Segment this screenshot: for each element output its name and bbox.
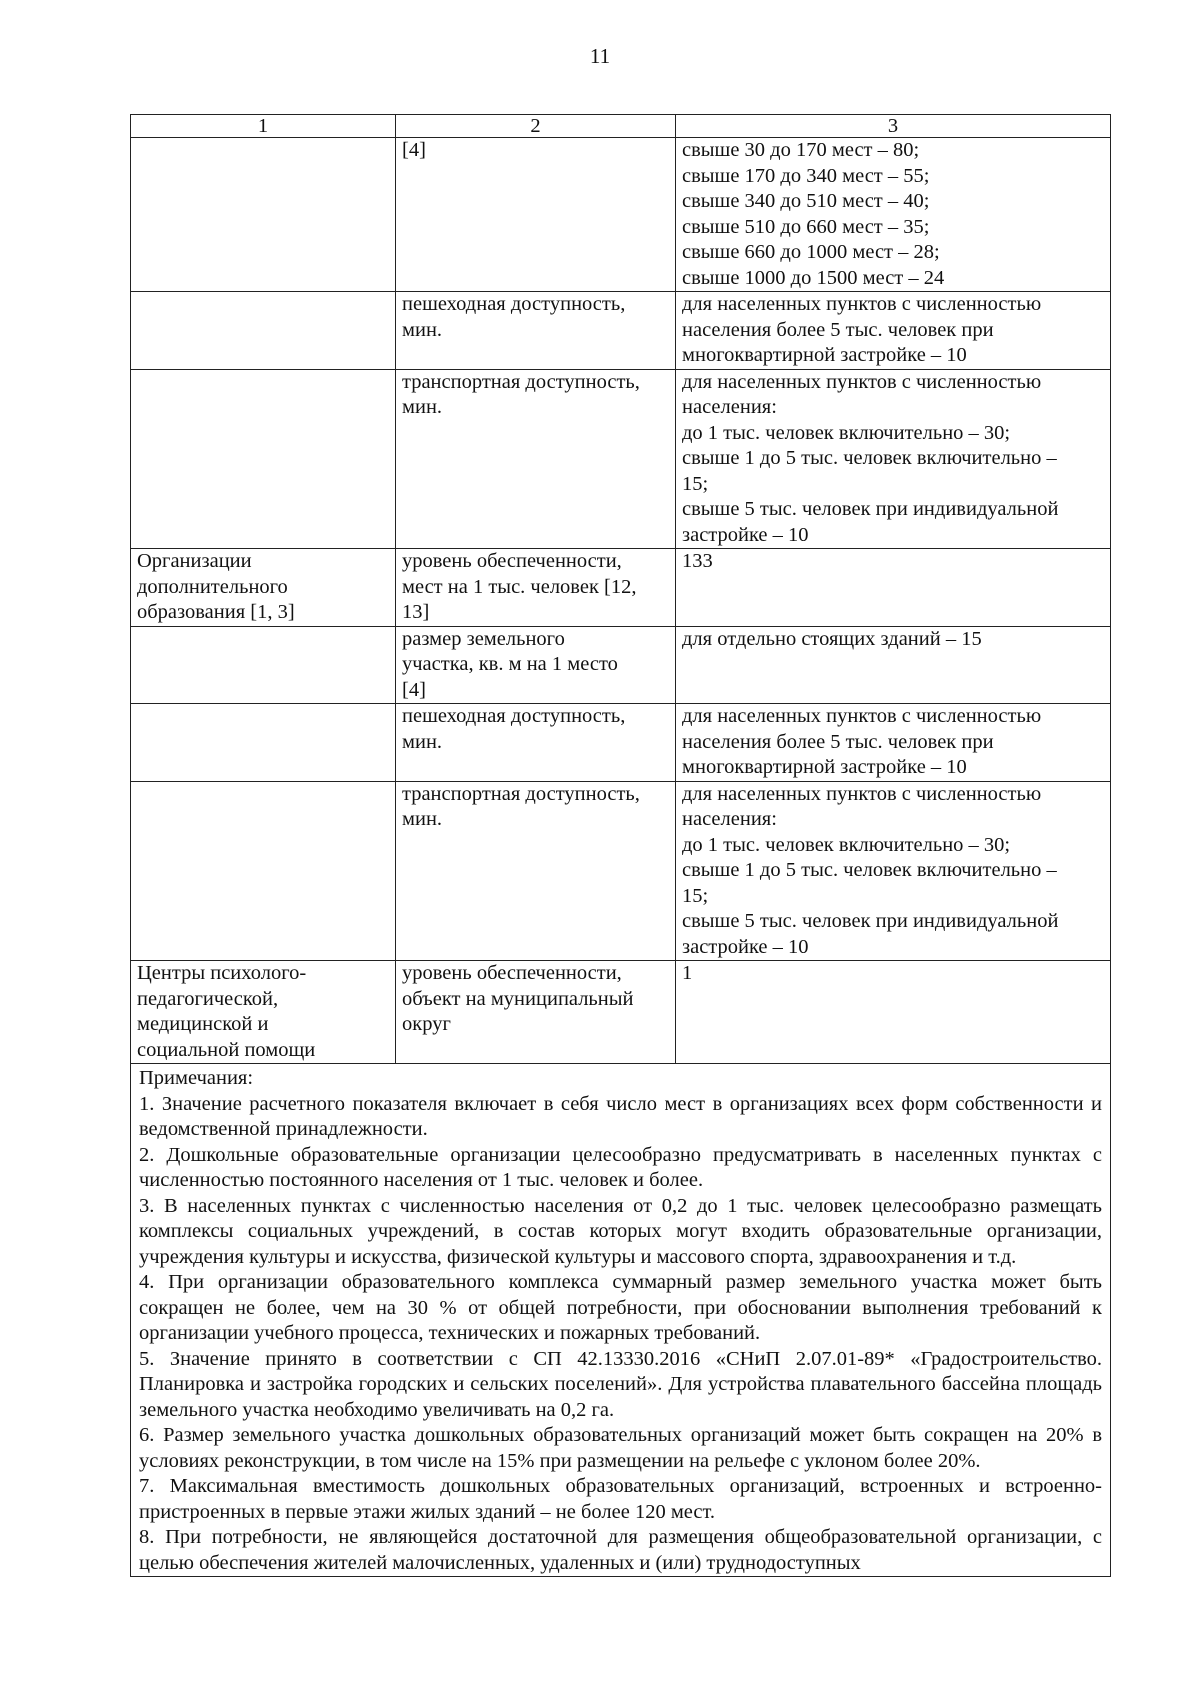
cell-line: Центры психолого-: [137, 962, 307, 984]
cell-line: для отдельно стоящих зданий – 15: [682, 627, 982, 650]
cell-line: транспортная доступность,: [402, 370, 640, 393]
org-cell: [131, 704, 396, 782]
cell-line: для населенных пунктов с численностью: [682, 782, 1042, 805]
page-number: 11: [589, 44, 611, 68]
cell-line: 133: [682, 550, 713, 572]
org-cell: [131, 369, 396, 549]
header-cell: 1: [131, 115, 396, 138]
indicator-cell: [396, 138, 676, 292]
table-row: [131, 549, 1111, 627]
cell-line: мин.: [402, 808, 443, 830]
cell-line: [4]: [402, 678, 426, 701]
cell-line: населения:: [682, 808, 777, 830]
cell-line: застройке – 10: [682, 935, 809, 958]
indicator-cell: [396, 549, 676, 627]
cell-line: Организации: [137, 550, 252, 572]
note-item: 4. При организации образовательного комплекса суммарный размер земельного участка может быть сокращен не более, чем на 30 % от общей потребности, при обосновании выполнения требований к организации учебного процесса, технических и пожарных требований.: [139, 1271, 1102, 1344]
cell-line: пешеходная доступность,: [402, 705, 626, 727]
cell-line: образования [1, 3]: [137, 601, 295, 623]
note-item: 2. Дошкольные образовательные организации целесообразно предусматривать в населенных пунктах с численностью постоянного населения от 1 тыс. человек и более.: [139, 1143, 1102, 1191]
cell-line: свыше 1 до 5 тыс. человек включительно –: [682, 859, 1057, 881]
note-item: 6. Размер земельного участка дошкольных образовательных организаций может быть сокращен на 20% в условиях реконструкции, в том числе на 15% при размещении на рельефе с уклоном более 20%.: [139, 1424, 1102, 1472]
cell-line: мин.: [402, 730, 443, 753]
cell-line: до 1 тыс. человек включительно – 30;: [682, 833, 1011, 856]
value-cell: [676, 369, 1111, 549]
org-cell: [131, 626, 396, 704]
indicator-cell: [396, 781, 676, 961]
note-item: 8. При потребности, не являющейся достаточной для размещения общеобразовательной организации, с целью обеспечения жителей малочисленных, удаленных и (или) труднодоступных: [139, 1526, 1102, 1574]
cell-line: многоквартирной застройке – 10: [682, 344, 967, 366]
cell-line: свыше 5 тыс. человек при индивидуальной: [682, 910, 1059, 932]
cell-line: социальной помощи: [137, 1038, 316, 1061]
cell-line: мин.: [402, 318, 443, 341]
norms-table: [130, 114, 1111, 1577]
cell-line: мест на 1 тыс. человек [12,: [402, 575, 637, 598]
cell-line: размер земельного: [402, 627, 565, 650]
note-item: 1. Значение расчетного показателя включает в себя число мест в организациях всех форм собственности и ведомственной принадлежности.: [139, 1092, 1102, 1140]
value-cell: [676, 292, 1111, 370]
cell-line: для населенных пунктов с численностью: [682, 370, 1042, 393]
note-item: 7. Максимальная вместимость дошкольных образовательных организаций, встроенных и встроенно-пристроенных в первые этажи жилых зданий – не более 120 мест.: [139, 1475, 1102, 1523]
org-cell: [131, 961, 396, 1064]
cell-line: уровень обеспеченности,: [402, 962, 622, 984]
table-row: [131, 781, 1111, 961]
cell-line: мин.: [402, 396, 443, 418]
cell-line: пешеходная доступность,: [402, 293, 626, 315]
cell-line: свыше 660 до 1000 мест – 28;: [682, 241, 940, 263]
cell-line: свыше 5 тыс. человек при индивидуальной: [682, 498, 1059, 520]
cell-line: [4]: [402, 139, 426, 161]
cell-line: участка, кв. м на 1 место: [402, 653, 618, 675]
indicator-cell: [396, 369, 676, 549]
note-item: 3. В населенных пунктах с численностью населения от 0,2 до 1 тыс. человек целесообразно размещать комплексы социальных учреждений, в состав которых могут входить образовательные организации, учреждения культуры и искусства, физической культуры и массового спорта, здравоохранения и т.д.: [139, 1194, 1102, 1268]
cell-line: свыше 1 до 5 тыс. человек включительно –: [682, 447, 1057, 469]
table-row: [131, 626, 1111, 704]
table-row: [131, 961, 1111, 1064]
indicator-cell: [396, 961, 676, 1064]
cell-line: 13]: [402, 601, 430, 623]
cell-line: свыше 1000 до 1500 мест – 24: [682, 266, 945, 289]
value-cell: [676, 626, 1111, 704]
org-cell: [131, 549, 396, 627]
value-cell: [676, 138, 1111, 292]
note-item: 5. Значение принято в соответствии с СП 42.13330.2016 «СНиП 2.07.01-89* «Градостроительство. Планировка и застройка городских и сельских поселений». Для устройства плавательного бассейна площадь земельного участка необходимо увеличивать на 0,2 га.: [139, 1347, 1102, 1421]
header-cell: 3: [676, 115, 1111, 138]
cell-line: 1: [682, 962, 693, 984]
cell-line: свыше 510 до 660 мест – 35;: [682, 215, 930, 238]
cell-line: населения более 5 тыс. человек при: [682, 318, 994, 341]
cell-line: 15;: [682, 884, 709, 907]
table-header-row: [131, 115, 1111, 138]
cell-line: медицинской и: [137, 1013, 269, 1035]
value-cell: [676, 781, 1111, 961]
table-row: [131, 138, 1111, 292]
indicator-cell: [396, 704, 676, 782]
table-row: [131, 292, 1111, 370]
notes-title: Примечания:: [139, 1067, 254, 1089]
value-cell: [676, 704, 1111, 782]
cell-line: свыше 30 до 170 мест – 80;: [682, 139, 920, 161]
table-row: [131, 369, 1111, 549]
cell-line: свыше 340 до 510 мест – 40;: [682, 190, 930, 212]
notes-row: [131, 1064, 1111, 1577]
cell-line: до 1 тыс. человек включительно – 30;: [682, 421, 1011, 444]
header-cell: 2: [396, 115, 676, 138]
indicator-cell: [396, 292, 676, 370]
cell-line: свыше 170 до 340 мест – 55;: [682, 164, 930, 187]
cell-line: уровень обеспеченности,: [402, 550, 622, 572]
org-cell: [131, 138, 396, 292]
cell-line: 15;: [682, 472, 709, 495]
cell-line: населения более 5 тыс. человек при: [682, 730, 994, 753]
cell-line: транспортная доступность,: [402, 782, 640, 805]
cell-line: населения:: [682, 396, 777, 418]
cell-line: объект на муниципальный: [402, 987, 634, 1010]
indicator-cell: [396, 626, 676, 704]
cell-line: педагогической,: [137, 987, 279, 1010]
cell-line: округ: [402, 1013, 451, 1035]
cell-line: для населенных пунктов с численностью: [682, 293, 1042, 315]
org-cell: [131, 781, 396, 961]
value-cell: [676, 549, 1111, 627]
cell-line: для населенных пунктов с численностью: [682, 705, 1042, 727]
cell-line: застройке – 10: [682, 523, 809, 546]
cell-line: многоквартирной застройке – 10: [682, 756, 967, 778]
value-cell: [676, 961, 1111, 1064]
cell-line: дополнительного: [137, 575, 288, 598]
notes-cell: [131, 1064, 1111, 1577]
org-cell: [131, 292, 396, 370]
table-row: [131, 704, 1111, 782]
